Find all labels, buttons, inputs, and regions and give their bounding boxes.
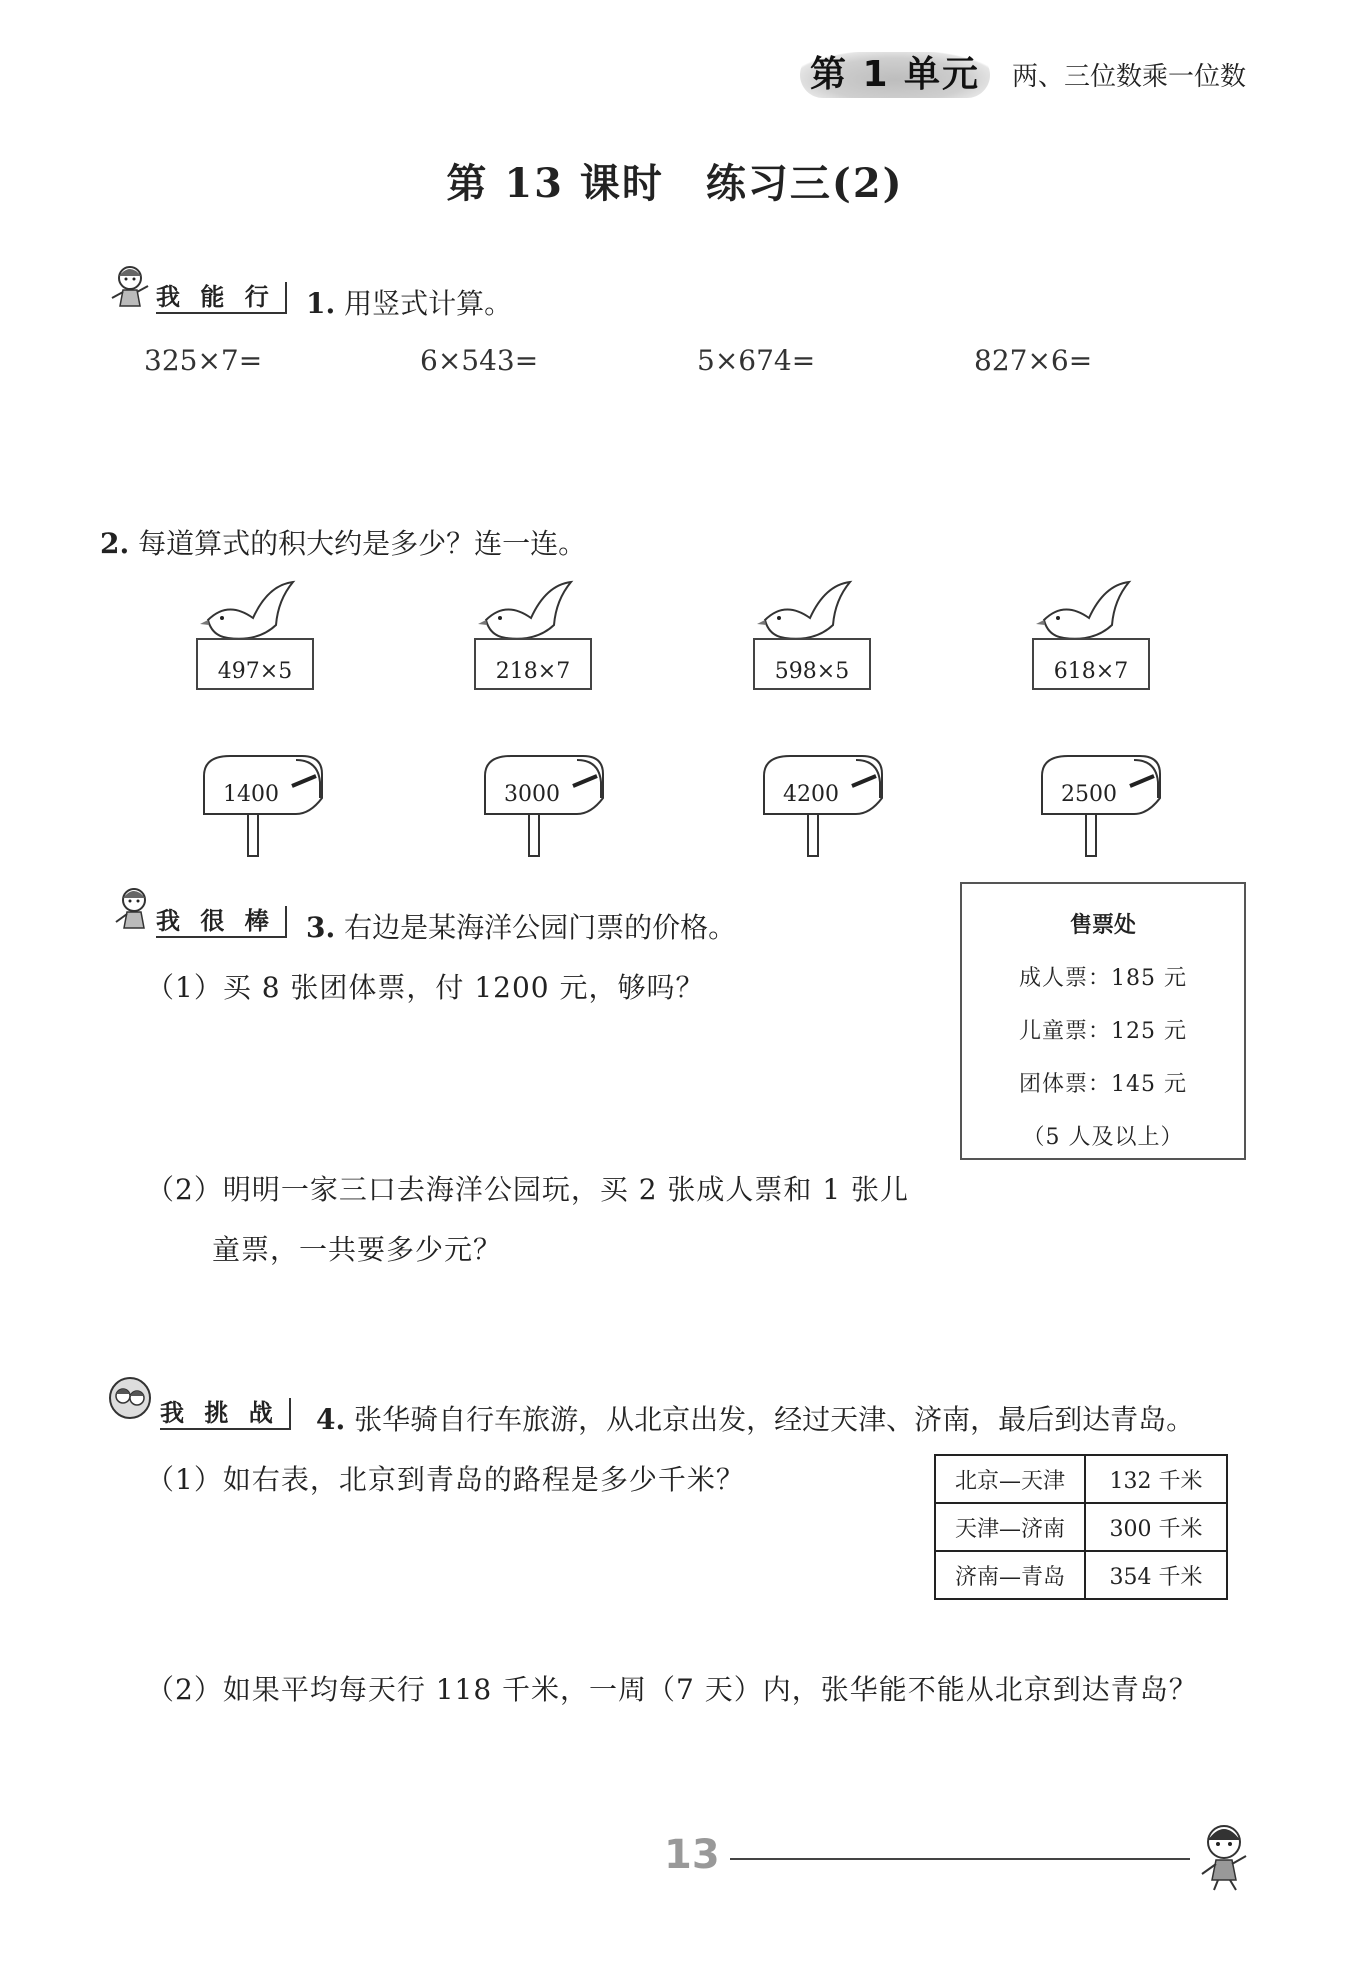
child-ticket-price: 儿童票：125 元 [1019,1019,1187,1044]
question-number: 4. [316,1403,346,1436]
expression: 325×7= [144,344,263,377]
expression-card: 497×5 [196,638,314,690]
question-2 [100,522,586,562]
bird-card [474,580,594,696]
table-row [935,1503,1227,1551]
mailbox-value: 2500 [1061,782,1117,807]
expression-card: 598×5 [753,638,871,690]
bird-card [753,580,873,696]
sub-question-2-line2: 童票，一共要多少元？ [212,1233,503,1266]
girl-mascot-icon [108,262,152,314]
badge-wo-tiao-zhan: 我 挑 战 [160,1398,291,1430]
mailbox-value: 1400 [223,782,279,807]
table-row [935,1551,1227,1599]
route-cell: 济南—青岛 [935,1551,1085,1599]
table-row [935,1455,1227,1503]
route-cell: 天津—济南 [935,1503,1085,1551]
distance-table [934,1454,1228,1600]
distance-cell: 354 千米 [1085,1551,1227,1599]
expression-card: 618×7 [1032,638,1150,690]
bird-card [196,580,316,696]
distance-cell: 132 千米 [1085,1455,1227,1503]
mailbox [760,748,890,858]
kids-mascot-icon [108,1374,152,1426]
ticket-office-box [960,882,1246,1160]
mailbox-value: 4200 [783,782,839,807]
page-title: 第 13 课时 练习三(2) [446,160,904,207]
mailbox-value: 3000 [504,782,560,807]
sub-question-1: （1）买 8 张团体票，付 1200 元，够吗？ [146,971,705,1004]
expression: 6×543= [420,344,539,377]
question-prompt: 每道算式的积大约是多少？连一连。 [138,527,587,560]
question-prompt: 用竖式计算。 [344,287,513,320]
question-number: 3. [306,911,336,944]
expression: 5×674= [697,344,816,377]
page-number: 13 [664,1832,720,1878]
girl-mascot-icon [112,884,156,936]
mailbox [200,748,330,858]
question-4 [316,1398,1194,1438]
expression: 827×6= [974,344,1093,377]
mailbox [1038,748,1168,858]
ticket-office-title: 售票处 [1069,913,1136,938]
group-ticket-price: 团体票：145 元 [1019,1072,1187,1097]
sub-question-2-line1: （2）明明一家三口去海洋公园玩，买 2 张成人票和 1 张儿 [146,1173,910,1206]
badge-wo-neng-xing: 我 能 行 [156,282,287,314]
bird-card [1032,580,1152,696]
boy-mascot-icon [1196,1820,1256,1892]
unit-badge: 第 1 单元 [800,52,990,98]
distance-cell: 300 千米 [1085,1503,1227,1551]
mailbox [481,748,611,858]
question-prompt: 张华骑自行车旅游，从北京出发，经过天津、济南，最后到达青岛。 [354,1403,1195,1436]
footer-divider [730,1858,1190,1860]
question-number: 1. [306,287,336,320]
question-1 [306,282,512,322]
expression-card: 218×7 [474,638,592,690]
question-number: 2. [100,527,130,560]
question-prompt: 右边是某海洋公园门票的价格。 [344,911,737,944]
route-cell: 北京—天津 [935,1455,1085,1503]
adult-ticket-price: 成人票：185 元 [1019,966,1187,991]
group-ticket-note: （5 人及以上） [1022,1125,1184,1150]
unit-topic: 两、三位数乘一位数 [1012,62,1247,92]
badge-wo-hen-bang: 我 很 棒 [156,906,287,938]
sub-question-1: （1）如右表，北京到青岛的路程是多少千米？ [146,1463,745,1496]
question-3 [306,906,736,946]
sub-question-2: （2）如果平均每天行 118 千米，一周（7 天）内，张华能不能从北京到达青岛？ [146,1673,1198,1706]
